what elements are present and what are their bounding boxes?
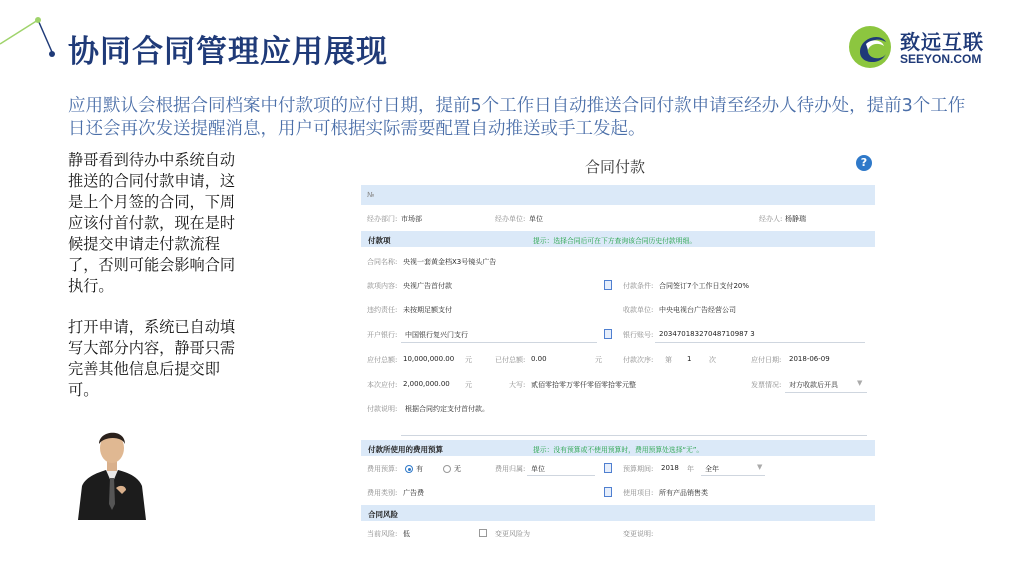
section-risk-title: 合同风险 (368, 510, 398, 519)
due-date-value[interactable]: 2018-06-09 (789, 355, 830, 363)
payee-label: 收款单位: (623, 306, 654, 314)
story-paragraph-2: 打开申请，系统已自动填写大部分内容，静哥只需完善其他信息后提交即可。 (68, 318, 236, 399)
section-budget (361, 440, 875, 456)
bank-underline (401, 342, 597, 343)
story-text (68, 150, 246, 421)
contract-name-label: 合同名称: (367, 258, 398, 266)
risk-label: 当前风险: (367, 530, 398, 538)
budget-year-unit: 年 (687, 465, 694, 473)
intro-paragraph: 应用默认会根据合同档案中付款项的应付日期，提前5个工作日自动推送合同付款申请至经办人待办处，提前3个工作日还会再次发送提醒消息，用户可根据实际需要配置自动推送或手工发起。 (68, 96, 966, 139)
budget-no-radio[interactable] (443, 464, 461, 474)
form-number-band (361, 185, 875, 205)
payment-condition-label: 付款条件: (623, 282, 654, 290)
logo-text-en: SEEYON.COM (900, 52, 982, 66)
invoice-label: 发票情况: (751, 381, 782, 389)
due-date-label: 应付日期: (751, 356, 782, 364)
budget-year-value[interactable]: 2018 (661, 464, 679, 472)
paid-total-label: 已付总额: (495, 356, 526, 364)
form-number-label: № (367, 191, 375, 199)
payment-condition-value[interactable]: 合同签订7个工作日支付20% (659, 282, 750, 290)
payee-value[interactable]: 中央电视台广告经营公司 (659, 306, 736, 314)
document-picker-icon[interactable] (604, 280, 612, 290)
contract-payment-form (361, 185, 875, 545)
section-budget-tip: 提示：没有预算或不使用预算时，费用预算处选择“无”。 (533, 446, 704, 454)
fee-type-value[interactable]: 广告费 (403, 489, 424, 497)
account-value[interactable]: 20347018327048710987 3 (659, 330, 755, 338)
story-paragraph-1: 静哥看到待办中系统自动推送的合同付款申请，这是上个月签的合同，下周应该付首付款，现在是时候提交申请走付款流程了，否则可能会影响合同执行。 (68, 151, 236, 295)
budget-term-select[interactable]: 全年 (705, 465, 719, 473)
breach-value[interactable]: 未按期足额支付 (403, 306, 452, 314)
budget-period-label: 预算期间: (623, 465, 654, 473)
handling-dept-label: 经办部门: (367, 215, 398, 223)
budget-yes-label: 有 (416, 465, 423, 473)
payable-total-unit: 元 (465, 356, 472, 364)
paid-total-value[interactable]: 0.00 (531, 355, 547, 363)
help-icon[interactable]: ? (856, 155, 872, 171)
use-item-label: 使用项目: (623, 489, 654, 497)
contract-name-value[interactable]: 央视一套黄金档X3号镜头广告 (403, 258, 497, 266)
invoice-chevron-down-icon[interactable]: ▼ (857, 379, 863, 387)
this-pay-value[interactable]: 2,000,000.00 (403, 380, 450, 388)
handling-dept-value: 市场部 (401, 215, 422, 223)
budget-no-label: 无 (454, 465, 461, 473)
paid-total-unit: 元 (595, 356, 602, 364)
budget-yes-radio[interactable] (405, 464, 423, 474)
payable-total-value[interactable]: 10,000,000.00 (403, 355, 455, 363)
form-title: 合同付款 (584, 158, 645, 176)
payment-desc-value[interactable]: 根据合同约定支付首付款。 (405, 405, 489, 413)
pay-times-suffix: 次 (709, 356, 716, 364)
risk-change-checkbox[interactable] (479, 529, 491, 537)
budget-label: 费用预算: (367, 465, 398, 473)
bank-label: 开户银行: (367, 331, 398, 339)
invoice-underline (785, 392, 867, 393)
seeyon-logo (846, 22, 996, 76)
risk-note-label: 变更说明: (623, 530, 654, 538)
budget-scope-label: 费用归属: (495, 465, 526, 473)
budget-scope-picker-icon[interactable] (604, 463, 612, 473)
bank-picker-icon[interactable] (604, 329, 612, 339)
payment-desc-label: 付款说明: (367, 405, 398, 413)
radio-selected-icon[interactable] (405, 465, 413, 473)
invoice-select[interactable]: 对方收款后开具 (789, 381, 838, 389)
slide-title: 协同合同管理应用展现 (68, 34, 388, 70)
upper-amount-label: 大写: (509, 381, 526, 389)
upper-amount-value: 贰佰零拾零万零仟零佰零拾零元整 (531, 381, 636, 389)
this-pay-label: 本次应付: (367, 381, 398, 389)
budget-scope-underline (527, 475, 595, 476)
section-payment-items-tip: 提示：选择合同后可在下方查询该合同历史付款明细。 (533, 237, 697, 245)
budget-scope-value[interactable]: 单位 (531, 465, 545, 473)
payment-desc-underline (401, 435, 867, 436)
fee-type-label: 费用类别: (367, 489, 398, 497)
budget-term-underline (701, 475, 765, 476)
payable-total-label: 应付总额: (367, 356, 398, 364)
breach-label: 违约责任: (367, 306, 398, 314)
bank-value[interactable]: 中国银行复兴门支行 (405, 331, 468, 339)
corner-decoration (0, 14, 60, 74)
payment-content-value[interactable]: 央视广告首付款 (403, 282, 452, 290)
person-photo (76, 424, 148, 520)
risk-value: 低 (403, 530, 410, 538)
section-risk (361, 505, 875, 521)
use-item-value[interactable]: 所有产品销售类 (659, 489, 708, 497)
handler-label: 经办人: (759, 215, 783, 223)
handling-unit-value: 单位 (529, 215, 543, 223)
account-underline (655, 342, 865, 343)
pay-times-label: 付款次序: (623, 356, 654, 364)
account-label: 银行账号: (623, 331, 654, 339)
section-budget-title: 付款所使用的费用预算 (368, 445, 443, 454)
handler-value: 杨静瑞 (785, 215, 806, 223)
payment-content-label: 款项内容: (367, 282, 398, 290)
fee-type-picker-icon[interactable] (604, 487, 612, 497)
checkbox-icon[interactable] (479, 529, 487, 537)
pay-times-prefix: 第 (665, 356, 672, 364)
handling-unit-label: 经办单位: (495, 215, 526, 223)
logo-text-cn: 致远互联 (900, 30, 984, 54)
budget-term-chevron-down-icon[interactable]: ▼ (757, 463, 763, 471)
risk-change-label: 变更风险为 (495, 530, 530, 538)
section-payment-items-title: 付款项 (368, 236, 391, 245)
this-pay-unit: 元 (465, 381, 472, 389)
logo-mark-icon (846, 22, 896, 72)
section-payment-items (361, 231, 875, 247)
pay-times-value[interactable]: 1 (687, 355, 692, 363)
radio-unselected-icon[interactable] (443, 465, 451, 473)
